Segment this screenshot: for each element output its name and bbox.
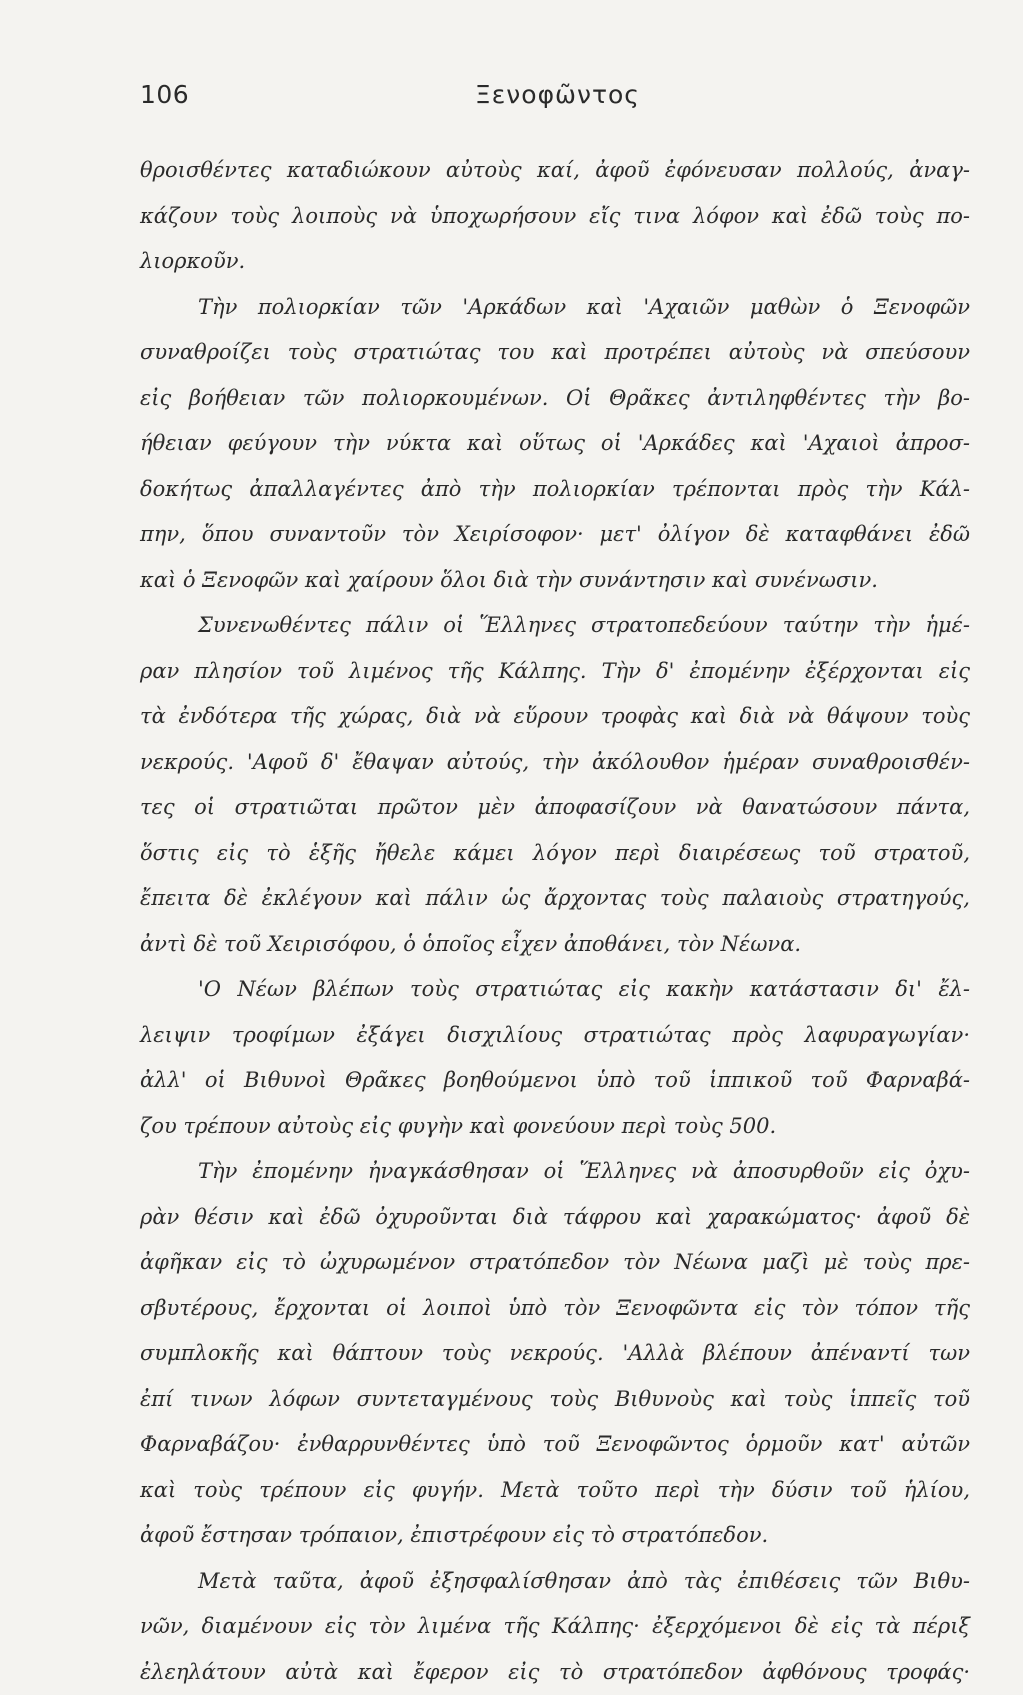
text-line: ἔπειτα δὲ ἐκλέγουν καὶ πάλιν ὡς ἄρχοντας τοὺς παλαιοὺς στρατηγούς,: [140, 876, 970, 922]
paragraph: [140, 148, 970, 285]
text-line: ἀντὶ δὲ τοῦ Χειρισόφου, ὁ ὁποῖος εἶχεν ἀποθάνει, τὸν Νέωνα.: [140, 922, 970, 968]
text-line: ἀλλ' οἱ Βιθυνοὶ Θρᾶκες βοηθούμενοι ὑπὸ τοῦ ἱππικοῦ τοῦ Φαρναβά-: [140, 1058, 970, 1104]
paragraph: [140, 603, 970, 967]
text-line: Μετὰ ταῦτα, ἀφοῦ ἐξησφαλίσθησαν ἀπὸ τὰς ἐπιθέσεις τῶν Βιθυ-: [140, 1559, 970, 1605]
text-line: Τὴν πολιορκίαν τῶν 'Αρκάδων καὶ 'Αχαιῶν μαθὼν ὁ Ξενοφῶν: [140, 285, 970, 331]
text-line: Φαρναβάζου· ἐνθαρρυνθέντες ὑπὸ τοῦ Ξενοφῶντος ὁρμοῦν κατ' αὐτῶν: [140, 1422, 970, 1468]
page-number: 106: [140, 80, 189, 109]
running-title: Ξενοφῶντος: [475, 80, 640, 109]
text-line: κάζουν τοὺς λοιποὺς νὰ ὑποχωρήσουν εἴς τινα λόφον καὶ ἐδῶ τοὺς πο-: [140, 194, 970, 240]
text-line: πην, ὅπου συναντοῦν τὸν Χειρίσοφον· μετ' ὀλίγον δὲ καταφθάνει ἐδῶ: [140, 512, 970, 558]
text-line: ήθειαν φεύγουν τὴν νύκτα καὶ οὕτως οἱ 'Αρκάδες καὶ 'Αχαιοὶ ἀπροσ-: [140, 421, 970, 467]
paragraph: [140, 1149, 970, 1559]
text-line: τὰ ἐνδότερα τῆς χώρας, διὰ νὰ εὕρουν τροφὰς καὶ διὰ νὰ θάψουν τοὺς: [140, 694, 970, 740]
paragraph: [140, 967, 970, 1149]
text-line: τες οἱ στρατιῶται πρῶτον μὲν ἀποφασίζουν νὰ θανατώσουν πάντα,: [140, 785, 970, 831]
text-line: εἰς βοήθειαν τῶν πολιορκουμένων. Οἱ Θρᾶκες ἀντιληφθέντες τὴν βο-: [140, 376, 970, 422]
text-line: συναθροίζει τοὺς στρατιώτας του καὶ προτρέπει αὐτοὺς νὰ σπεύσουν: [140, 330, 970, 376]
body-text: [140, 148, 970, 1695]
text-line: λειψιν τροφίμων ἐξάγει δισχιλίους στρατιώτας πρὸς λαφυραγωγίαν·: [140, 1013, 970, 1059]
text-line: ραν πλησίον τοῦ λιμένος τῆς Κάλπης. Τὴν δ' ἐπομένην ἐξέρχονται εἰς: [140, 649, 970, 695]
text-line: καὶ ὁ Ξενοφῶν καὶ χαίρουν ὅλοι διὰ τὴν συνάντησιν καὶ συνένωσιν.: [140, 558, 970, 604]
text-line: λιορκοῦν.: [140, 239, 970, 285]
text-line: ρὰν θέσιν καὶ ἐδῶ ὀχυροῦνται διὰ τάφρου καὶ χαρακώματος· ἀφοῦ δὲ: [140, 1195, 970, 1241]
text-line: νεκρούς. 'Αφοῦ δ' ἔθαψαν αὐτούς, τὴν ἀκόλουθον ἡμέραν συναθροισθέν-: [140, 740, 970, 786]
text-line: 'Ο Νέων βλέπων τοὺς στρατιώτας εἰς κακὴν κατάστασιν δι' ἔλ-: [140, 967, 970, 1013]
text-line: ὅστις εἰς τὸ ἑξῆς ἤθελε κάμει λόγον περὶ διαιρέσεως τοῦ στρατοῦ,: [140, 831, 970, 877]
text-line: ἐπί τινων λόφων συντεταγμένους τοὺς Βιθυνοὺς καὶ τοὺς ἱππεῖς τοῦ: [140, 1377, 970, 1423]
text-line: ἀφῆκαν εἰς τὸ ὠχυρωμένον στρατόπεδον τὸν Νέωνα μαζὶ μὲ τοὺς πρε-: [140, 1240, 970, 1286]
text-line: Συνενωθέντες πάλιν οἱ Ἕλληνες στρατοπεδεύουν ταύτην τὴν ἡμέ-: [140, 603, 970, 649]
text-line: θροισθέντες καταδιώκουν αὐτοὺς καί, ἀφοῦ ἐφόνευσαν πολλούς, ἀναγ-: [140, 148, 970, 194]
text-line: συμπλοκῆς καὶ θάπτουν τοὺς νεκρούς. 'Αλλὰ βλέπουν ἀπέναντί των: [140, 1331, 970, 1377]
page-header: [140, 80, 970, 120]
paragraph: [140, 285, 970, 604]
paragraph: [140, 1559, 970, 1695]
text-line: νῶν, διαμένουν εἰς τὸν λιμένα τῆς Κάλπης· ἐξερχόμενοι δὲ εἰς τὰ πέριξ: [140, 1604, 970, 1650]
text-line: Τὴν ἐπομένην ἠναγκάσθησαν οἱ Ἕλληνες νὰ ἀποσυρθοῦν εἰς ὀχυ-: [140, 1149, 970, 1195]
text-line: σβυτέρους, ἔρχονται οἱ λοιποὶ ὑπὸ τὸν Ξενοφῶντα εἰς τὸν τόπον τῆς: [140, 1286, 970, 1332]
text-line: δοκήτως ἀπαλλαγέντες ἀπὸ τὴν πολιορκίαν τρέπονται πρὸς τὴν Κάλ-: [140, 467, 970, 513]
text-line: ἐλεηλάτουν αὐτὰ καὶ ἔφερον εἰς τὸ στρατόπεδον ἀφθόνους τροφάς·: [140, 1650, 970, 1695]
text-line: καὶ τοὺς τρέπουν εἰς φυγήν. Μετὰ τοῦτο περὶ τὴν δύσιν τοῦ ἡλίου,: [140, 1468, 970, 1514]
text-line: ἀφοῦ ἔστησαν τρόπαιον, ἐπιστρέφουν εἰς τὸ στρατόπεδον.: [140, 1513, 970, 1559]
text-line: ζου τρέπουν αὐτοὺς εἰς φυγὴν καὶ φονεύουν περὶ τοὺς 500.: [140, 1104, 970, 1150]
